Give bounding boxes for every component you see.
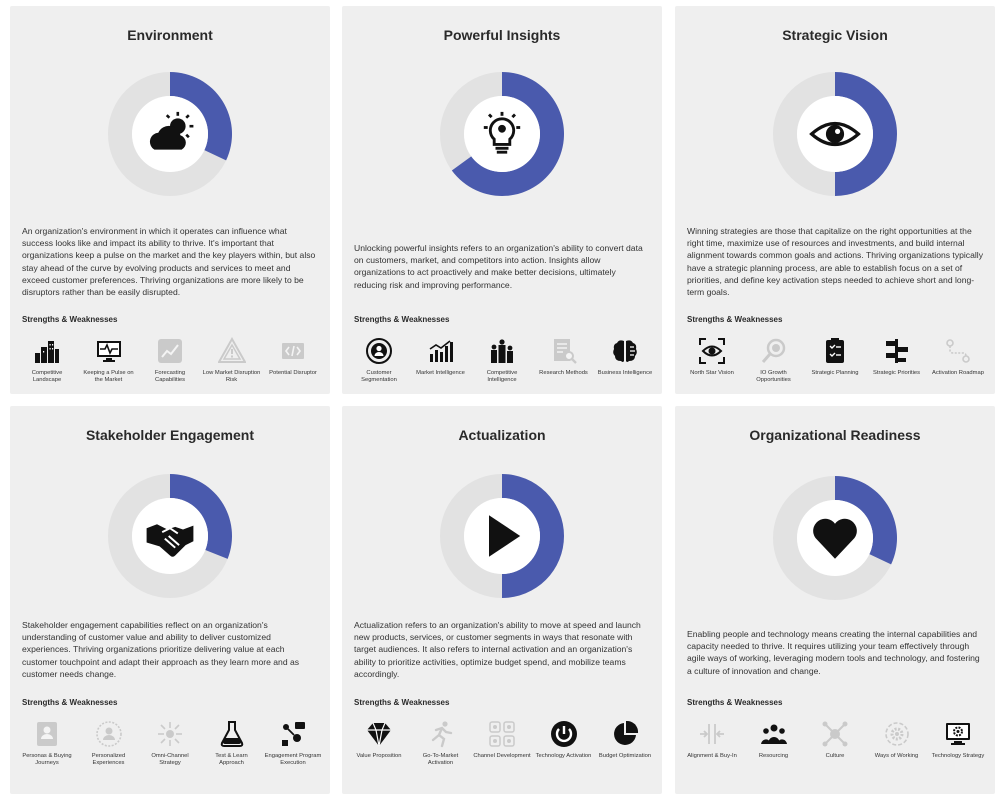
capability-item-label: North Star Vision [690,370,734,376]
card-title: Powerful Insights [443,27,561,43]
card-description: Winning strategies are those that capitalize on the right opportunities at the right time, maximize use of resources and investments, and build internal alignment towards common goals and actions. Thriving organizations typically have a strategic planning process, are able to establish focus on a set of priorities, and define key activation steps needed to achieve short and long-term goals. [687,226,983,298]
capability-item-label: Alignment & Buy-In [687,753,737,759]
capability-item-label: Personalized Experiences [91,753,126,766]
capability-card-powerful-insights [342,6,662,394]
capability-item-strategic-priorities[interactable] [868,336,926,396]
user-circle-icon [94,719,124,749]
capability-card-strategic-vision [675,6,995,394]
card-title: Environment [127,27,213,43]
capability-item-personalized-experiences[interactable] [80,719,138,779]
brain-icon [610,336,640,366]
capability-item-ways-of-working[interactable] [868,719,926,779]
card-description: An organization's environment in which it operates can influence what success looks like and impact its ability to thrive. It's important that organizations keep a pulse on the market and the key players within, but also stay ahead of the curve by evolving products and services to meet and exceed customer preferences. Thriving organizations are more likely to be disruptors rather than be easily disrupted. [22,226,316,298]
heart-icon [809,512,861,564]
pie-chart-icon [610,719,640,749]
strengths-weaknesses-heading: Strengths & Weaknesses [687,698,783,707]
capability-item-label: Technology Activation [535,753,592,759]
progress-donut [438,70,566,198]
capability-item-go-to-market-activation[interactable] [412,719,470,779]
city-buildings-icon [32,336,62,366]
strengths-weaknesses-heading: Strengths & Weaknesses [687,315,783,324]
card-title: Stakeholder Engagement [85,427,255,443]
capability-item-label: Resourcing [758,753,789,759]
priority-flags-icon [882,336,912,366]
engagement-icon [278,719,308,749]
capability-card-stakeholder-engagement [10,406,330,794]
card-description: Stakeholder engagement capabilities reflect on an organization's understanding of customer value and ability to deliver customized experiences. Thriving organizations prioritize delivering value at each customer touchpoint and adapt their approach as they learn more and as customer needs change. [22,620,300,679]
strengths-weaknesses-heading: Strengths & Weaknesses [354,315,450,324]
capability-icon-row [350,719,654,779]
capability-item-alignment-buy-in[interactable] [683,719,741,779]
progress-donut [106,70,234,198]
capability-item-channel-development[interactable] [473,719,531,779]
capability-item-io-growth-opportunities[interactable] [745,336,803,396]
capability-item-label: IO Growth Opportunities [756,370,791,383]
capability-item-label: Keeping a Pulse on the Market [83,370,134,383]
capability-item-label: Channel Development [473,753,531,759]
network-hub-icon [155,719,185,749]
capability-item-label: Culture [825,753,845,759]
tech-monitor-icon [943,719,973,749]
capability-item-forecasting-capabilities[interactable] [141,336,199,396]
persona-card-icon [32,719,62,749]
culture-icon [820,719,850,749]
capability-item-activation-roadmap[interactable] [929,336,987,396]
capability-item-label: Activation Roadmap [932,370,984,376]
flask-icon [217,719,247,749]
trend-chart-icon [155,336,185,366]
team-icon [759,719,789,749]
bar-chart-icon [426,336,456,366]
progress-donut [438,472,566,600]
capability-item-low-market-disruption-risk[interactable] [203,336,261,396]
capability-item-label: Market Intelligence [416,370,465,376]
capability-item-technology-strategy[interactable] [929,719,987,779]
capability-icon-row [18,719,322,779]
capability-item-market-intelligence[interactable] [412,336,470,396]
magnifier-icon [759,336,789,366]
capability-item-label: Go-To-Market Activation [422,753,459,766]
runner-icon [426,719,456,749]
capability-icon-row [18,336,322,396]
lightbulb-icon [476,108,528,160]
clipboard-plan-icon [820,336,850,366]
route-icon [943,336,973,366]
capability-item-label: Research Methods [539,370,588,376]
warning-triangle-icon [217,336,247,366]
capability-item-budget-optimization[interactable] [596,719,654,779]
card-title: Organizational Readiness [749,427,921,443]
capability-item-label: Personas & Buying Journeys [22,753,72,766]
capability-item-label: Engagement Program Execution [264,753,322,766]
capability-item-label: Business Intelligence [597,370,653,376]
capability-item-keeping-a-pulse-on-the-market[interactable] [80,336,138,396]
strengths-weaknesses-heading: Strengths & Weaknesses [22,315,118,324]
capability-item-label: Competitive Landscape [31,370,63,383]
target-user-icon [364,336,394,366]
capability-item-research-methods[interactable] [535,336,593,396]
capability-item-label: Customer Segmentation [361,370,397,383]
capability-item-competitive-intelligence[interactable] [473,336,531,396]
capability-item-test-learn-approach[interactable] [203,719,261,779]
play-icon [476,510,528,562]
capability-item-label: Ways of Working [874,753,919,759]
capability-item-label: Technology Strategy [931,753,985,759]
capability-item-label: Test & Learn Approach [215,753,248,766]
capability-item-technology-activation[interactable] [535,719,593,779]
card-description: Enabling people and technology means creating the internal capabilities and capacity needed to thrive. It requires utilizing your team effectively through agile ways of working, leveraging modern tools and technology, and fostering a culture of innovation and change. [687,629,980,676]
capability-item-label: Strategic Priorities [872,370,921,376]
capability-item-label: Budget Optimization [598,753,652,759]
capability-item-competitive-landscape[interactable] [18,336,76,396]
channel-grid-icon [487,719,517,749]
alignment-arrows-icon [697,719,727,749]
diamond-icon [364,719,394,749]
card-description: Actualization refers to an organization's ability to move at speed and launch new products, services, or customer segments in ways that resonate with target audiences. It also refers to internal activation and an organization's ability to prioritize activities, optimize budget spend, and mobilize teams accordingly. [354,620,641,679]
capability-item-label: Potential Disruptor [269,370,317,376]
capability-item-label: Forecasting Capabilities [154,370,186,383]
capability-item-strategic-planning[interactable] [806,336,864,396]
progress-donut [106,472,234,600]
capability-item-personas-buying-journeys[interactable] [18,719,76,779]
power-icon [549,719,579,749]
card-title: Actualization [458,427,546,443]
eye-icon [809,108,861,160]
capability-item-engagement-program-execution[interactable] [264,719,322,779]
capability-item-resourcing[interactable] [745,719,803,779]
capability-item-label: Competitive Intelligence [486,370,518,383]
eye-scan-icon [697,336,727,366]
strengths-weaknesses-heading: Strengths & Weaknesses [354,698,450,707]
capability-item-label: Omni-Channel Strategy [151,753,189,766]
capability-item-label: Strategic Planning [811,370,859,376]
progress-donut [771,70,899,198]
capability-item-value-proposition[interactable] [350,719,408,779]
capability-item-potential-disruptor[interactable] [264,336,322,396]
code-window-icon [278,336,308,366]
capability-item-label: Value Proposition [356,753,402,759]
progress-donut [771,474,899,602]
capability-card-environment [10,6,330,394]
capability-icon-row [683,336,987,396]
monitor-pulse-icon [94,336,124,366]
card-description: Unlocking powerful insights refers to an organization's ability to convert data on customers, market, and competitors into action. Insights allow organizations to act proactively and make better decisions, ultimately reducing risk and improving performance. [354,243,643,290]
document-search-icon [549,336,579,366]
gear-cycle-icon [882,719,912,749]
capability-card-actualization [342,406,662,794]
capability-item-label: Low Market Disruption Risk [202,370,261,383]
card-title: Strategic Vision [782,27,888,43]
cloud-sun-icon [144,108,196,160]
capability-icon-row [350,336,654,396]
capability-item-business-intelligence[interactable] [596,336,654,396]
capability-item-north-star-vision[interactable] [683,336,741,396]
handshake-icon [144,510,196,562]
capability-card-organizational-readiness [675,406,995,794]
podium-icon [487,336,517,366]
capability-icon-row [683,719,987,779]
capability-item-omni-channel-strategy[interactable] [141,719,199,779]
capability-item-customer-segmentation[interactable] [350,336,408,396]
capability-item-culture[interactable] [806,719,864,779]
strengths-weaknesses-heading: Strengths & Weaknesses [22,698,118,707]
